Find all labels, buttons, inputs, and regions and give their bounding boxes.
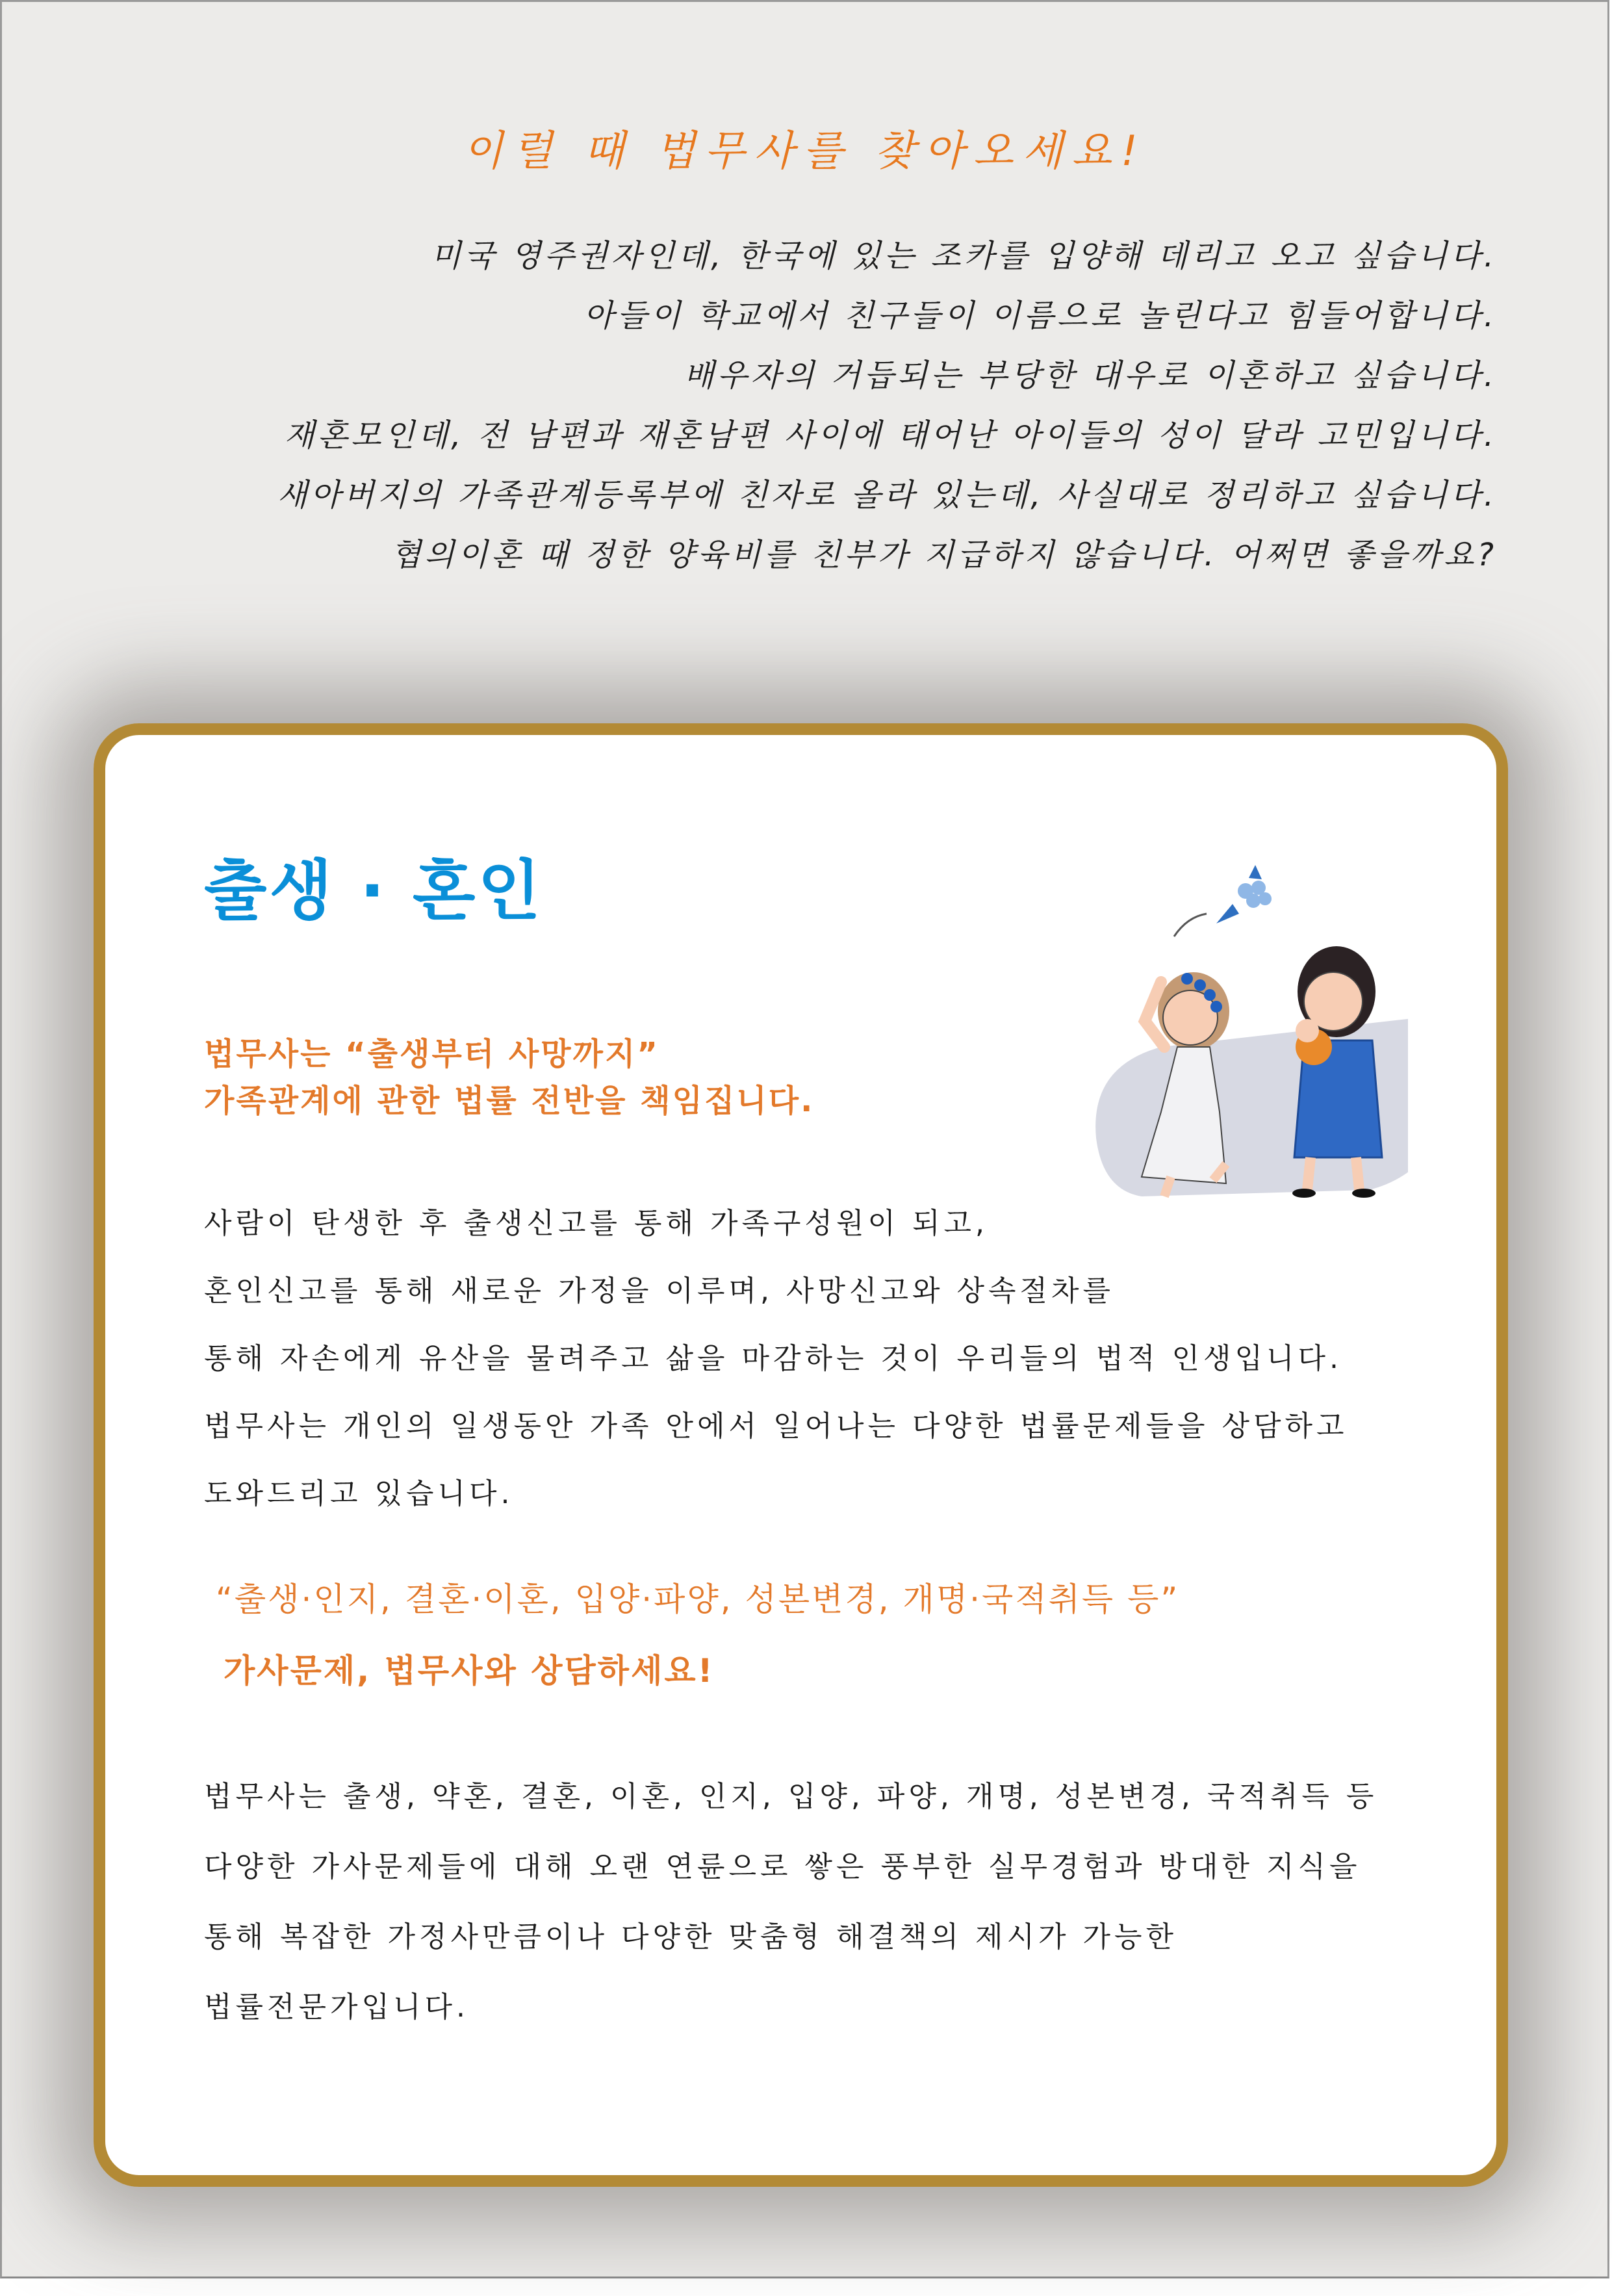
paragraph-line: 다양한 가사문제들에 대해 오랜 연륜으로 쌓은 풍부한 실무경험과 방대한 지식을: [204, 1850, 1361, 1883]
highlight-cta: 가사문제, 법무사와 상담하세요!: [224, 1652, 715, 1690]
paragraph-line: 혼인신고를 통해 새로운 가정을 이루며, 사망신고와 상속절차를: [204, 1274, 1115, 1308]
lead-text: [204, 1031, 814, 1124]
bouquet-icon: [1216, 865, 1272, 923]
lead-line: 법무사는 “출생부터 사망까지”: [204, 1036, 659, 1072]
case-item: 새아버지의 가족관계등록부에 친자로 올라 있는데, 사실대로 정리하고 싶습니다.: [277, 477, 1497, 513]
case-item: 재혼모인데, 전 남편과 재혼남편 사이에 태어난 아이들의 성이 달라 고민입니다.: [284, 417, 1497, 454]
section-title: 출생 · 혼인: [204, 853, 544, 929]
page-headline: 이럴 때 법무사를 찾아오세요!: [463, 127, 1147, 175]
paragraph-line: 법무사는 개인의 일생동안 가족 안에서 일어나는 다양한 법률문제들을 상담하고: [204, 1410, 1348, 1443]
paragraph-line: 통해 자손에게 유산을 물려주고 삶을 마감하는 것이 우리들의 법적 인생입니다.: [204, 1342, 1342, 1375]
paragraph-life-events: [204, 1190, 1348, 1528]
paragraph-line: 사람이 탄생한 후 출생신고를 통해 가족구성원이 되고,: [204, 1207, 988, 1240]
paragraph-line: 법무사는 출생, 약혼, 결혼, 이혼, 인지, 입양, 파양, 개명, 성본변경, 국적취득 등: [204, 1780, 1378, 1813]
paragraph-line: 도와드리고 있습니다.: [204, 1477, 514, 1510]
lead-line: 가족관계에 관한 법률 전반을 책임집니다.: [204, 1083, 815, 1119]
wedding-illustration: [1083, 852, 1408, 1203]
highlight-callout: [216, 1564, 1179, 1707]
case-item: 협의이혼 때 정한 양육비를 친부가 지급하지 않습니다. 어쩌면 좋을까요?: [390, 537, 1497, 573]
case-item: 아들이 학교에서 친구들이 이름으로 놀린다고 힘들어합니다.: [583, 298, 1497, 334]
highlight-topics: “출생·인지, 결혼·이혼, 입양·파양, 성본변경, 개명·국적취득 등”: [216, 1580, 1180, 1618]
case-item: 배우자의 거듭되는 부당한 대우로 이혼하고 싶습니다.: [684, 357, 1497, 394]
case-item: 미국 영주권자인데, 한국에 있는 조카를 입양해 데리고 오고 싶습니다.: [431, 238, 1497, 274]
paragraph-expertise: [204, 1762, 1377, 2043]
paragraph-line: 통해 복잡한 가정사만큼이나 다양한 맞춤형 해결책의 제시가 가능한: [204, 1920, 1178, 1954]
case-list: [68, 226, 1497, 585]
paragraph-line: 법률전문가입니다.: [204, 1991, 470, 2024]
content-card: [94, 723, 1508, 2187]
